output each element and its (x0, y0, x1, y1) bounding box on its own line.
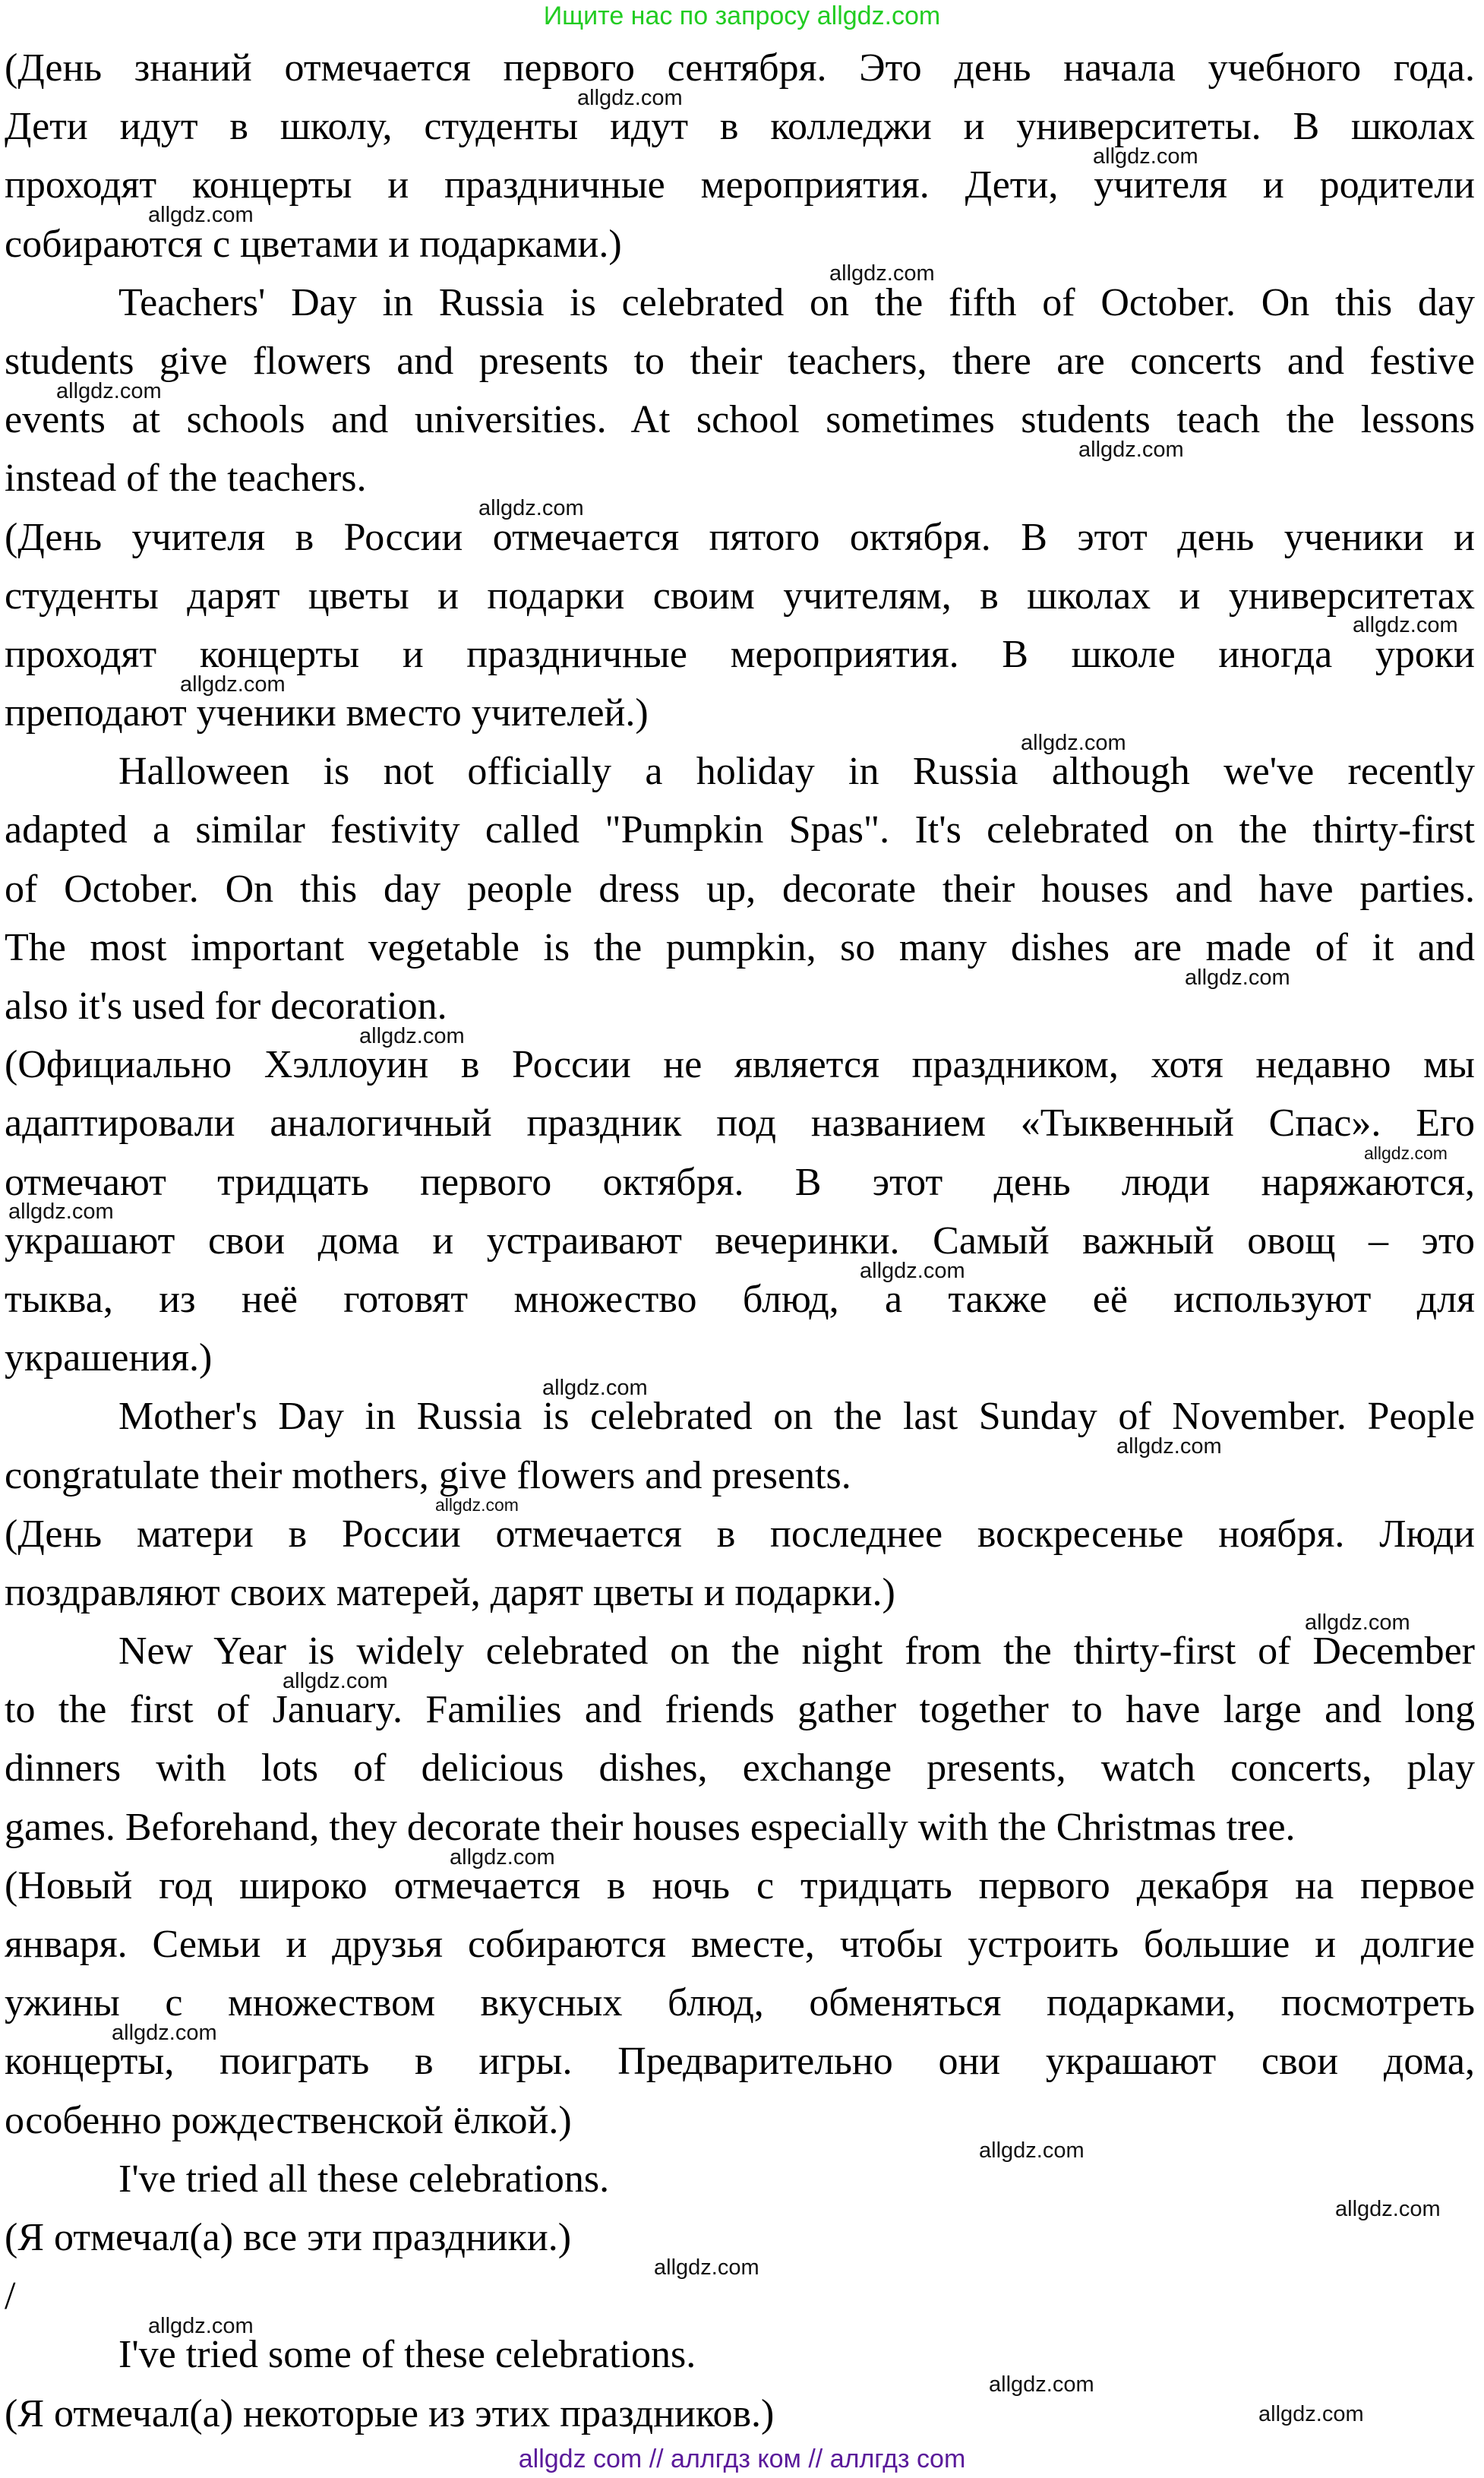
text-line: instead of the teachers. (5, 457, 367, 501)
watermark: allgdz.com (478, 496, 584, 520)
text-line: студенты дарят цветы и подарки своим учителям, в школах и университетах (5, 574, 1475, 618)
text-line: (Официально Хэллоуин в России не является праздником, хотя недавно мы (5, 1043, 1475, 1087)
watermark: allgdz.com (1364, 1143, 1448, 1163)
text-line: I've tried some of these celebrations. (118, 2333, 696, 2377)
watermark: allgdz.com (148, 2314, 254, 2338)
text-line: января. Семьи и друзья собираются вместе, чтобы устроить большие и долгие (5, 1923, 1475, 1966)
text-line: адаптировали аналогичный праздник под названием «Тыквенный Спас». Его (5, 1102, 1475, 1146)
watermark: allgdz.com (435, 1495, 519, 1515)
text-line: / (5, 2274, 16, 2318)
text-line: проходят концерты и праздничные мероприятия. В школе иногда уроки (5, 632, 1475, 676)
text-line: поздравляют своих матерей, дарят цветы и подарки.) (5, 1570, 895, 1614)
text-line: Mother's Day in Russia is celebrated on the last Sunday of November. People (118, 1395, 1475, 1439)
text-line: to the first of January. Families and friends gather together to have large and long (5, 1688, 1475, 1732)
watermark: allgdz.com (359, 1024, 465, 1048)
text-line: (Я отмечал(а) некоторые из этих праздников.) (5, 2391, 775, 2435)
text-line: проходят концерты и праздничные мероприятия. Дети, учителя и родители (5, 163, 1475, 207)
text-line: Halloween is not officially a holiday in Russia although we've recently (118, 750, 1475, 794)
text-line: (День учителя в России отмечается пятого октября. В этот день ученики и (5, 515, 1475, 559)
text-line: of October. On this day people dress up, decorate their houses and have parties. (5, 867, 1475, 911)
watermark: allgdz.com (860, 1259, 965, 1283)
watermark: allgdz.com (1353, 613, 1458, 637)
watermark: allgdz.com (979, 2138, 1085, 2163)
watermark: allgdz.com (56, 379, 162, 403)
watermark: allgdz.com (148, 203, 254, 227)
text-line: The most important vegetable is the pumpkin, so many dishes are made of it and (5, 925, 1475, 969)
text-line: (День матери в России отмечается в последнее воскресенье ноября. Люди (5, 1512, 1475, 1556)
text-line: украшения.) (5, 1336, 213, 1380)
text-line: ужины с множеством вкусных блюд, обменяться подарками, посмотреть (5, 1981, 1475, 2025)
watermark: allgdz.com (450, 1845, 555, 1870)
text-line: тыква, из неё готовят множество блюд, а также её используют для (5, 1277, 1475, 1321)
text-line: I've tried all these celebrations. (118, 2157, 610, 2201)
watermark: allgdz.com (8, 1199, 114, 1224)
watermark: allgdz.com (577, 86, 683, 110)
text-line: концерты, поиграть в игры. Предварительно они украшают свои дома, (5, 2040, 1475, 2084)
text-line: особенно рождественской ёлкой.) (5, 2098, 572, 2142)
watermark: allgdz.com (829, 261, 935, 286)
text-line: Teachers' Day in Russia is celebrated on the fifth of October. On this day (118, 280, 1475, 324)
document-body (5, 39, 1475, 2443)
watermark: allgdz.com (1258, 2402, 1364, 2426)
text-line: (День знаний отмечается первого сентября. Это день начала учебного года. (5, 46, 1475, 90)
text-line: New Year is widely celebrated on the night from the thirty-first of December (118, 1629, 1475, 1674)
text-line: games. Beforehand, they decorate their houses especially with the Christmas tree. (5, 1805, 1296, 1849)
watermark: allgdz.com (1305, 1610, 1410, 1635)
text-line: собираются с цветами и подарками.) (5, 222, 622, 266)
text-line: отмечают тридцать первого октября. В этот день люди наряжаются, (5, 1160, 1475, 1204)
text-line: (Новый год широко отмечается в ночь с тридцать первого декабря на первое (5, 1863, 1475, 1907)
text-line: students give flowers and presents to their teachers, there are concerts and festive (5, 339, 1475, 383)
text-line: also it's used for decoration. (5, 985, 447, 1028)
footer-banner: allgdz com // аллгдз ком // аллгдз com (518, 2445, 966, 2473)
watermark: allgdz.com (1185, 966, 1290, 990)
text-line: украшают свои дома и устраивают вечеринки. Самый важный овощ – это (5, 1218, 1475, 1263)
text-line: Дети идут в школу, студенты идут в колледжи и университеты. В школах (5, 105, 1475, 149)
text-line: dinners with lots of delicious dishes, exchange presents, watch concerts, play (5, 1746, 1475, 1791)
watermark: allgdz.com (1093, 144, 1198, 169)
watermark: allgdz.com (989, 2372, 1094, 2397)
search-hint-banner: Ищите нас по запросу allgdz.com (543, 2, 941, 30)
text-line: (Я отмечал(а) все эти праздники.) (5, 2215, 572, 2259)
watermark: allgdz.com (1078, 438, 1184, 462)
text-line: events at schools and universities. At school sometimes students teach the lessons (5, 398, 1475, 442)
text-line: congratulate their mothers, give flowers and presents. (5, 1453, 851, 1497)
watermark: allgdz.com (283, 1669, 388, 1693)
watermark: allgdz.com (1116, 1434, 1222, 1459)
watermark: allgdz.com (654, 2255, 759, 2280)
watermark: allgdz.com (542, 1376, 648, 1400)
watermark: allgdz.com (1021, 731, 1126, 755)
text-line: adapted a similar festivity called "Pumpkin Spas". It's celebrated on the thirty-first (5, 808, 1475, 852)
watermark: allgdz.com (112, 2021, 217, 2045)
watermark: allgdz.com (180, 672, 286, 697)
text-line: преподают ученики вместо учителей.) (5, 691, 649, 735)
watermark: allgdz.com (1335, 2197, 1441, 2221)
